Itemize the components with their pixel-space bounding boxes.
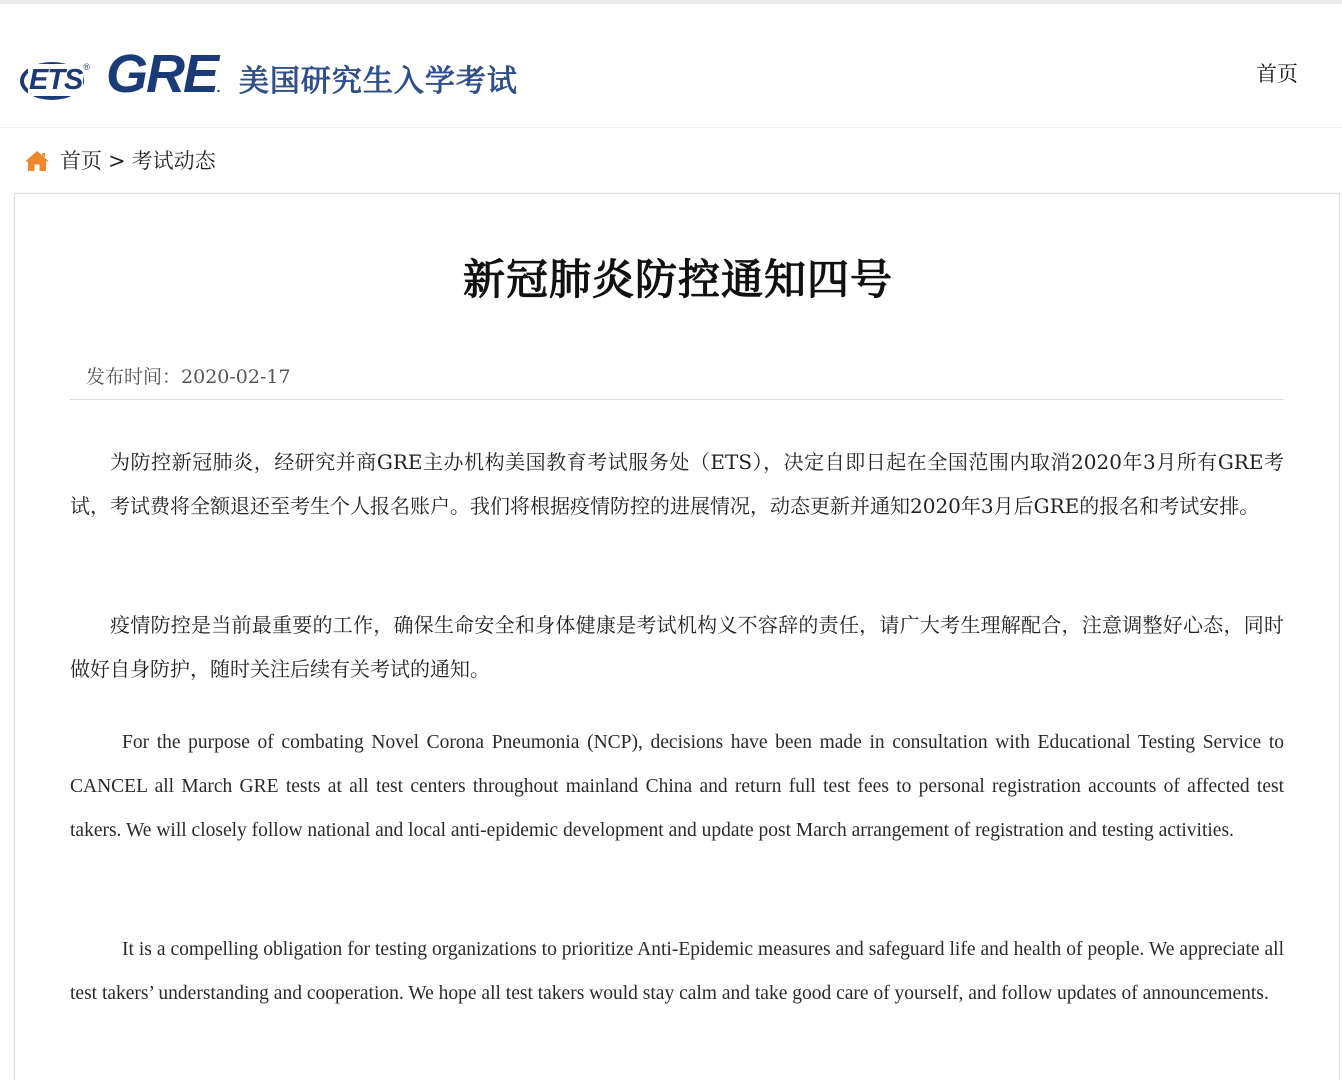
article-title: 新冠肺炎防控通知四号	[462, 255, 893, 304]
site-header	[0, 4, 1342, 134]
gre-logo-text: GRE	[106, 44, 218, 104]
gre-logo	[106, 44, 221, 117]
ets-logo-text: ETS	[29, 63, 83, 96]
breadcrumb	[24, 146, 216, 176]
site-subtitle: 美国研究生入学考试	[238, 63, 518, 99]
article-paragraph-cn-2: 疫情防控是当前最重要的工作，确保生命安全和身体健康是考试机构义不容辞的责任，请广大考生理解配合，注意调整好心态，同时做好自身防护，随时关注后续有关考试的通知。	[70, 613, 1284, 681]
breadcrumb-separator: >	[108, 149, 126, 173]
header-divider	[0, 127, 1342, 128]
ets-logo	[18, 56, 92, 106]
home-icon[interactable]	[24, 149, 50, 173]
nav-home-link[interactable]: 首页	[1256, 62, 1298, 86]
publish-date-value: 2020-02-17	[181, 366, 291, 388]
breadcrumb-current-link[interactable]: 考试动态	[131, 149, 216, 173]
publish-date-label: 发布时间：	[86, 366, 182, 388]
gre-logo-dot: .	[217, 79, 221, 95]
registered-mark: ®	[83, 61, 90, 72]
publish-date	[86, 362, 291, 392]
date-divider	[70, 399, 1284, 400]
article-paragraph-en-1: For the purpose of combating Novel Corona Pneumonia (NCP), decisions have been made in consultation with Educational Testing Service to CANCEL all March GRE tests at all test centers throughout mainland China and return full test fees to personal registration accounts of affected test takers. We will closely follow national and local anti-epidemic development and update post March arrangement of registration and testing activities.	[70, 732, 1284, 841]
breadcrumb-home-link[interactable]: 首页	[60, 149, 102, 173]
site-logo[interactable]	[18, 44, 518, 117]
article-paragraph-en-2: It is a compelling obligation for testing organizations to prioritize Anti-Epidemic measures and safeguard life and health of people. We appreciate all test takers’ understanding and cooperation. We hope all test takers would stay calm and take good care of yourself, and follow updates of announcements.	[70, 939, 1284, 1004]
article-paragraph-cn-1: 为防控新冠肺炎，经研究并商GRE主办机构美国教育考试服务处（ETS），决定自即日起在全国范围内取消2020年3月所有GRE考试，考试费将全额退还至考生个人报名账户。我们将根据疫情防控的进展情况，动态更新并通知2020年3月后GRE的报名和考试安排。	[70, 450, 1284, 518]
